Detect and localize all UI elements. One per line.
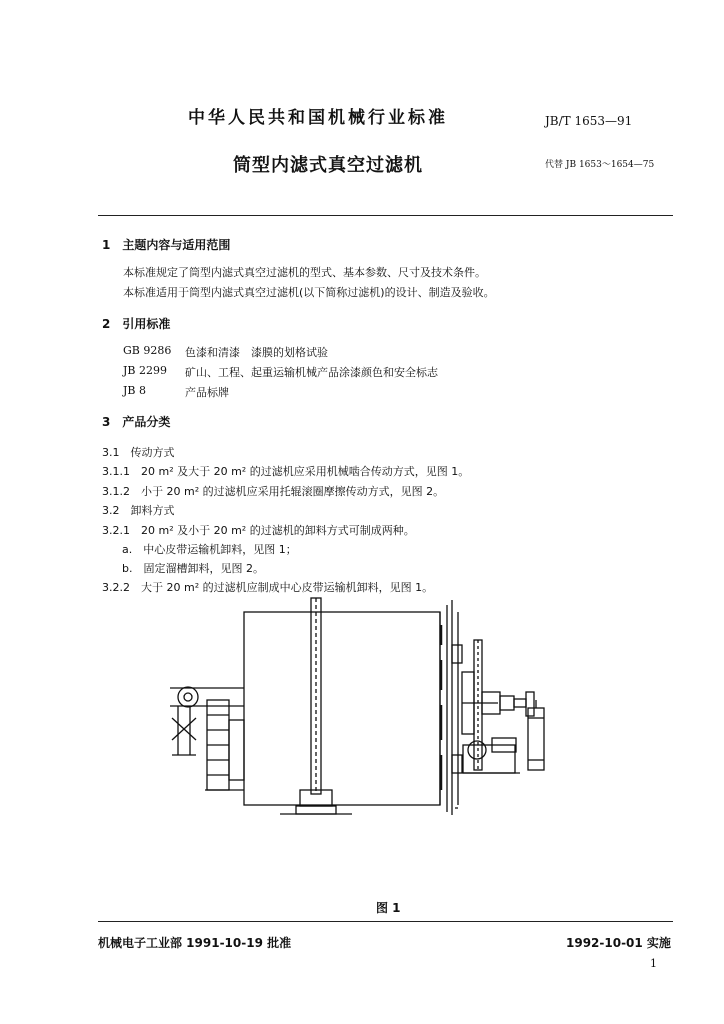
reference-code: JB 8 <box>123 384 146 397</box>
drum-body <box>244 612 440 805</box>
section-1-para-1: 本标准规定了筒型内滤式真空过滤机的型式、基本参数、尺寸及技术条件。 <box>123 266 486 279</box>
clause-3-1-1: 3.1.1 20 m² 及大于 20 m² 的过滤机应采用机械啮合传动方式，见图 1。 <box>102 465 470 478</box>
approval-date: 机械电子工业部 1991-10-19 批准 <box>98 936 292 950</box>
footer-divider <box>98 921 673 922</box>
clause-3-1: 3.1 传动方式 <box>102 446 175 459</box>
reference-code: JB 2299 <box>123 364 167 377</box>
standard-category-title: 中华人民共和国机械行业标准 <box>188 108 448 128</box>
reference-code: GB 9286 <box>123 344 172 357</box>
list-item-a: a. 中心皮带运输机卸料，见图 1； <box>122 543 297 556</box>
figure-caption: 图 1 <box>376 901 401 915</box>
section-2-heading: 2 引用标准 <box>102 317 171 331</box>
clause-3-2: 3.2 卸料方式 <box>102 504 175 517</box>
replaces-note: 代替 JB 1653～1654—75 <box>545 160 655 170</box>
reference-title: 矿山、工程、起重运输机械产品涂漆颜色和安全标志 <box>185 366 438 379</box>
clause-3-2-1: 3.2.1 20 m² 及小于 20 m² 的过滤机的卸料方式可制成两种。 <box>102 524 415 537</box>
page-number: 1 <box>650 957 657 970</box>
clause-3-2-2: 3.2.2 大于 20 m² 的过滤机应制成中心皮带运输机卸料，见图 1。 <box>102 581 434 594</box>
reference-title: 色漆和清漆 漆膜的划格试验 <box>185 346 328 359</box>
standard-number: JB/T 1653—91 <box>545 114 633 128</box>
effective-date: 1992-10-01 实施 <box>566 936 671 950</box>
list-item-b: b. 固定溜槽卸料，见图 2。 <box>122 562 264 575</box>
section-3-heading: 3 产品分类 <box>102 415 171 429</box>
section-1-heading: 1 主题内容与适用范围 <box>102 238 231 252</box>
conveyor-pulley <box>178 687 198 707</box>
document-title: 筒型内滤式真空过滤机 <box>233 155 423 176</box>
reference-title: 产品标牌 <box>185 386 229 399</box>
section-1-para-2: 本标准适用于筒型内滤式真空过滤机(以下简称过滤机)的设计、制造及验收。 <box>123 286 495 299</box>
clause-3-1-2: 3.1.2 小于 20 m² 的过滤机应采用托辊滚圈摩擦传动方式，见图 2。 <box>102 485 445 498</box>
